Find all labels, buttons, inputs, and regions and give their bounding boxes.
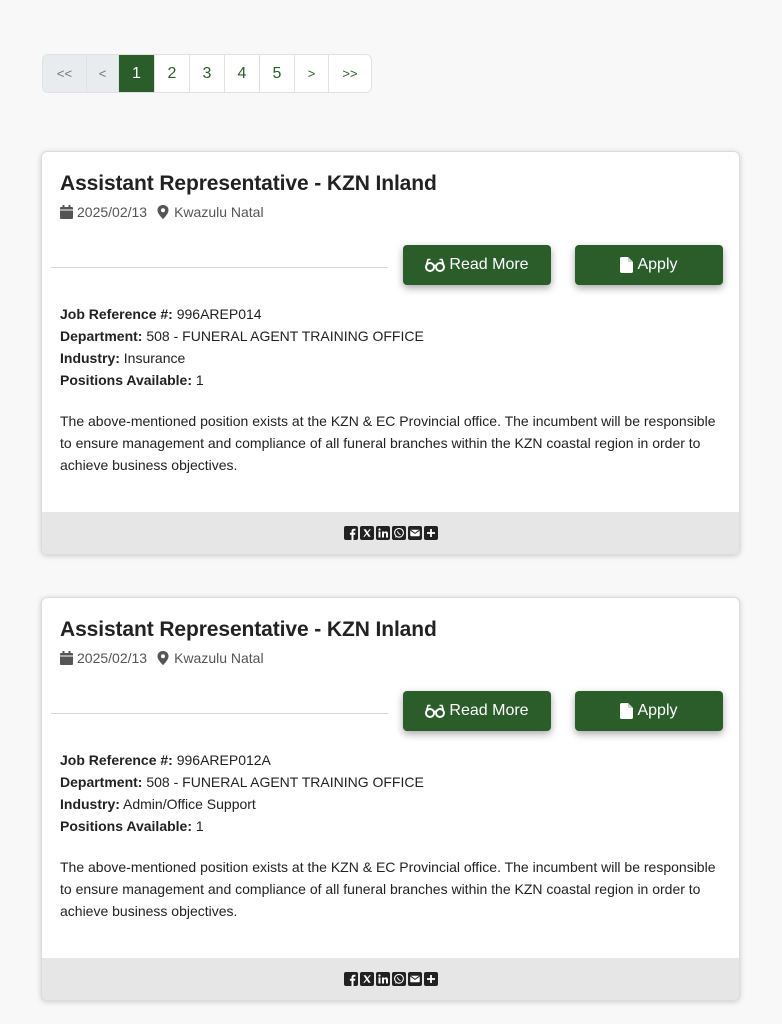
apply-label: Apply (637, 702, 678, 719)
job-industry: Industry: Insurance (60, 350, 186, 366)
pagination (42, 54, 372, 93)
job-location: Kwazulu Natal (174, 204, 264, 220)
whatsapp-icon[interactable] (392, 526, 406, 540)
x-twitter-icon[interactable] (360, 526, 374, 540)
divider (51, 713, 388, 714)
prev-page-button[interactable]: < (87, 55, 119, 92)
apply-button[interactable] (575, 245, 723, 285)
job-meta (60, 204, 264, 220)
job-description: The above-mentioned position exists at the KZN & EC Provincial office. The incumbent will be responsible to ensure management and compliance of all funeral branches within the KZN coastal region in order to achieve business objectives. (60, 859, 716, 919)
job-card (41, 597, 740, 1001)
x-twitter-icon[interactable] (360, 972, 374, 986)
linkedin-icon[interactable] (376, 972, 390, 986)
page-4-button[interactable]: 4 (225, 55, 260, 92)
page-1-button[interactable]: 1 (119, 55, 155, 92)
linkedin-icon[interactable] (376, 526, 390, 540)
job-title: Assistant Representative - KZN Inland (60, 172, 437, 195)
job-date: 2025/02/13 (77, 650, 148, 666)
read-more-button[interactable] (403, 691, 551, 731)
email-icon[interactable] (408, 972, 422, 986)
share-bar (42, 512, 739, 554)
job-details (60, 749, 424, 837)
job-department: Department: 508 - FUNERAL AGENT TRAINING OFFICE (60, 774, 424, 790)
job-location: Kwazulu Natal (174, 650, 264, 666)
job-card (41, 151, 740, 555)
divider (51, 267, 388, 268)
job-positions: Positions Available: 1 (60, 372, 204, 388)
page-2-button[interactable]: 2 (155, 55, 190, 92)
job-positions: Positions Available: 1 (60, 818, 204, 834)
apply-button[interactable] (575, 691, 723, 731)
map-marker-icon (157, 205, 171, 219)
job-department: Department: 508 - FUNERAL AGENT TRAINING OFFICE (60, 328, 424, 344)
file-icon (620, 703, 633, 719)
job-title: Assistant Representative - KZN Inland (60, 618, 437, 641)
facebook-icon[interactable] (344, 526, 358, 540)
next-page-button[interactable]: > (295, 55, 329, 92)
calendar-icon (60, 205, 74, 219)
page-5-button[interactable]: 5 (260, 55, 295, 92)
last-page-button[interactable]: >> (342, 66, 358, 81)
calendar-icon (60, 651, 74, 665)
apply-label: Apply (637, 256, 678, 273)
share-bar (42, 958, 739, 1000)
glasses-icon (425, 258, 445, 272)
job-reference: Job Reference #: 996AREP014 (60, 306, 262, 322)
read-more-label: Read More (449, 702, 529, 719)
job-reference: Job Reference #: 996AREP012A (60, 752, 271, 768)
first-page-button[interactable]: << (43, 55, 87, 92)
job-industry: Industry: Admin/Office Support (60, 796, 256, 812)
map-marker-icon (157, 651, 171, 665)
plus-icon[interactable] (424, 526, 438, 540)
whatsapp-icon[interactable] (392, 972, 406, 986)
file-icon (620, 257, 633, 273)
page-3-button[interactable]: 3 (190, 55, 225, 92)
email-icon[interactable] (408, 526, 422, 540)
job-details (60, 303, 424, 391)
job-date: 2025/02/13 (77, 204, 148, 220)
glasses-icon (425, 704, 445, 718)
read-more-button[interactable] (403, 245, 551, 285)
facebook-icon[interactable] (344, 972, 358, 986)
job-description: The above-mentioned position exists at the KZN & EC Provincial office. The incumbent will be responsible to ensure management and compliance of all funeral branches within the KZN coastal region in order to achieve business objectives. (60, 413, 716, 473)
job-meta (60, 650, 264, 666)
plus-icon[interactable] (424, 972, 438, 986)
read-more-label: Read More (449, 256, 529, 273)
